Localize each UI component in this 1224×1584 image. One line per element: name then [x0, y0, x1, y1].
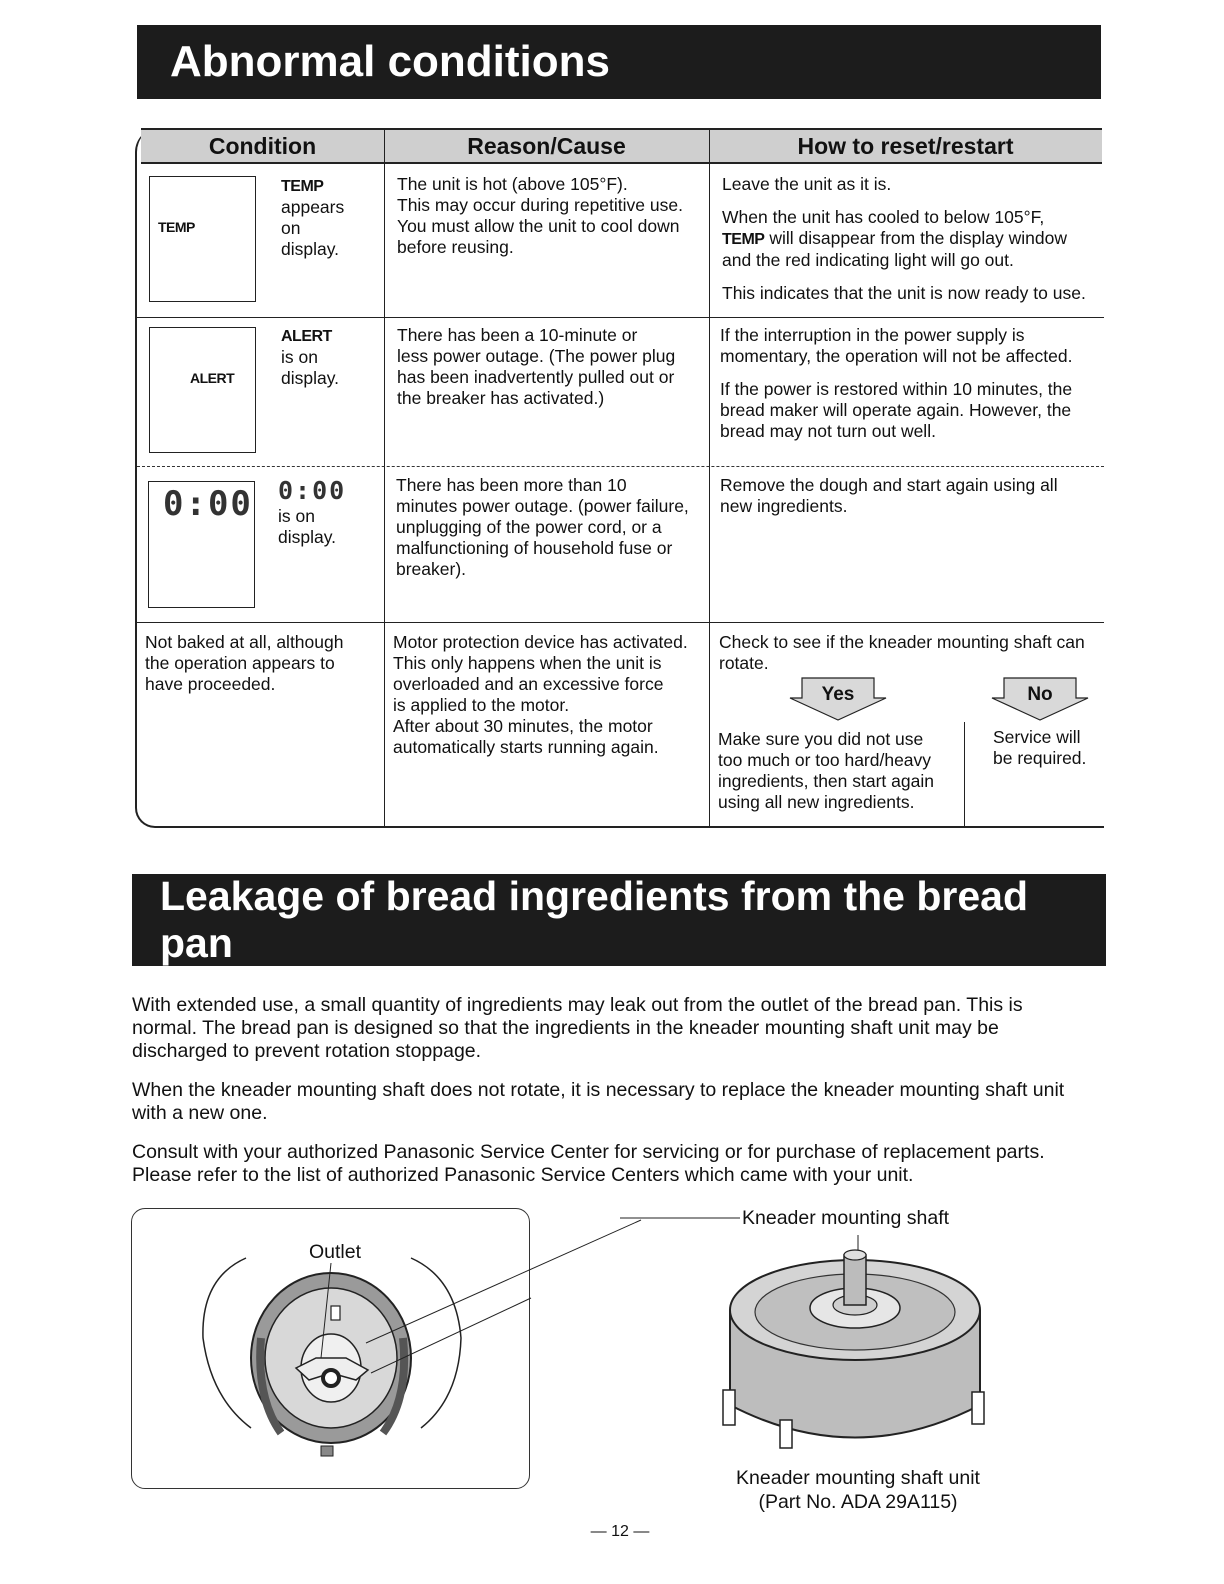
- shaft-label: Kneader mounting shaft: [742, 1207, 950, 1229]
- lcd-text: TEMP: [158, 219, 195, 235]
- reason-line: After about 30 minutes, the motor: [393, 716, 653, 736]
- reset-line: and the red indicating light will go out.: [722, 250, 1014, 270]
- no-line: Service will: [993, 727, 1081, 747]
- reset-line: bread may not turn out well.: [720, 421, 936, 441]
- reset-line: bread maker will operate again. However, the: [720, 400, 1072, 420]
- reason-line: unplugging of the power cord, or a: [396, 517, 662, 537]
- reason-line: breaker).: [396, 559, 467, 579]
- paragraph-line: Consult with your authorized Panasonic Service Center for servicing or for purchase of replacement parts.: [132, 1141, 1045, 1163]
- reset-temp: [722, 174, 1104, 304]
- kneader-shaft-unit-illustration: [620, 1210, 1020, 1470]
- reason-line: minutes power outage. (power failure,: [396, 496, 689, 516]
- reason-line: is applied to the motor.: [393, 695, 570, 715]
- reason-temp: [397, 174, 707, 258]
- reason-clock: [396, 475, 708, 580]
- section-title-abnormal-conditions: Abnormal conditions: [137, 25, 1101, 99]
- reset-line: rotate.: [719, 653, 769, 673]
- reset-intro-not-baked: [719, 632, 1104, 674]
- row-divider-dashed: [137, 466, 1104, 467]
- reason-line: overloaded and an excessive force: [393, 674, 664, 694]
- reset-line-temp: [722, 228, 1104, 250]
- lcd-text: 0:00: [163, 484, 253, 524]
- condition-alert: [281, 326, 381, 389]
- condition-line: display.: [278, 527, 337, 547]
- reason-alert: [397, 325, 707, 409]
- paragraph-line: With extended use, a small quantity of ingredients may leak out from the outlet of the bread pan. This is: [132, 994, 1023, 1016]
- reason-line: the breaker has activated.): [397, 388, 605, 408]
- unit-caption-line: Kneader mounting shaft unit: [736, 1467, 980, 1489]
- condition-line: appears: [281, 197, 345, 217]
- reset-line: new ingredients.: [720, 496, 848, 516]
- reason-line: Motor protection device has activated.: [393, 632, 688, 652]
- reason-line: before reusing.: [397, 237, 514, 257]
- condition-line: is on: [281, 347, 318, 367]
- header-condition: Condition: [141, 128, 384, 164]
- reset-clock: [720, 475, 1104, 517]
- inline-text: will disappear from the display window: [764, 228, 1067, 248]
- reason-line: This may occur during repetitive use.: [397, 195, 683, 215]
- lcd-text: ALERT: [190, 370, 235, 386]
- yes-line: too much or too hard/heavy: [718, 750, 932, 770]
- page-number: — 12 —: [590, 1523, 650, 1540]
- header-reset: How to reset/restart: [709, 128, 1102, 164]
- paragraph-line: normal. The bread pan is designed so that the ingredients in the kneader mounting shaft unit may be: [132, 1017, 999, 1039]
- yes-result: [718, 729, 962, 813]
- reason-line: There has been more than 10: [396, 475, 627, 495]
- yes-line: Make sure you did not use: [718, 729, 924, 749]
- no-line: be required.: [993, 748, 1087, 768]
- paragraph-line: When the kneader mounting shaft does not rotate, it is necessary to replace the kneader mounting shaft unit: [132, 1079, 1065, 1101]
- column-divider: [384, 128, 385, 828]
- condition-clock: [278, 476, 382, 548]
- reset-line: momentary, the operation will not be affected.: [720, 346, 1073, 366]
- reason-line: This only happens when the unit is: [393, 653, 662, 673]
- lcd-display-alert: [149, 327, 256, 453]
- no-result: [993, 727, 1103, 769]
- reset-line: When the unit has cooled to below 105°F,: [722, 207, 1045, 227]
- unit-caption-line: (Part No. ADA 29A115): [758, 1491, 958, 1513]
- reset-alert: [720, 325, 1104, 442]
- header-reason: Reason/Cause: [384, 128, 709, 164]
- condition-line: have proceeded.: [145, 674, 276, 694]
- reset-line: Remove the dough and start again using all: [720, 475, 1058, 495]
- reason-not-baked: [393, 632, 708, 758]
- reason-line: automatically starts running again.: [393, 737, 659, 757]
- yes-label: Yes: [821, 684, 855, 705]
- paragraph-1: [132, 994, 1112, 1063]
- lcd-display-clock: [148, 481, 255, 608]
- no-label: No: [1027, 684, 1053, 705]
- condition-line: Not baked at all, although: [145, 632, 344, 652]
- condition-not-baked: [145, 632, 381, 695]
- condition-line: the operation appears to: [145, 653, 335, 673]
- yes-line: using all new ingredients.: [718, 792, 915, 812]
- paragraph-3: [132, 1141, 1112, 1187]
- row-divider: [137, 317, 1104, 318]
- unit-caption: [700, 1466, 1016, 1514]
- indicator-label: 0:00: [278, 476, 347, 505]
- column-divider: [709, 128, 710, 828]
- reason-line: has been inadvertently pulled out or: [397, 367, 675, 387]
- reason-line: malfunctioning of household fuse or: [396, 538, 673, 558]
- condition-line: display.: [281, 368, 340, 388]
- condition-line: is on: [278, 506, 315, 526]
- reset-line: If the power is restored within 10 minutes, the: [720, 379, 1073, 399]
- paragraph-2: [132, 1079, 1112, 1125]
- reset-line: If the interruption in the power supply is: [720, 325, 1025, 345]
- reset-line: Leave the unit as it is.: [722, 174, 892, 194]
- paragraph-line: with a new one.: [132, 1102, 268, 1124]
- column-divider: [964, 722, 965, 828]
- condition-line: on: [281, 218, 301, 238]
- indicator-label: TEMP: [281, 178, 324, 195]
- paragraph-line: discharged to prevent rotation stoppage.: [132, 1040, 482, 1062]
- indicator-label: ALERT: [281, 328, 332, 345]
- outlet-label: Outlet: [308, 1241, 362, 1263]
- condition-temp: [281, 176, 381, 260]
- yes-line: ingredients, then start again: [718, 771, 934, 791]
- reason-line: There has been a 10-minute or: [397, 325, 638, 345]
- reason-line: You must allow the unit to cool down: [397, 216, 680, 236]
- lcd-display-temp: [149, 176, 256, 302]
- reset-line: This indicates that the unit is now ready to use.: [722, 283, 1086, 303]
- reason-line: less power outage. (The power plug: [397, 346, 676, 366]
- reset-line: Check to see if the kneader mounting shaft can: [719, 632, 1085, 652]
- condition-line: display.: [281, 239, 340, 259]
- reason-line: The unit is hot (above 105°F).: [397, 174, 628, 194]
- section-title-leakage: Leakage of bread ingredients from the bread pan: [132, 874, 1106, 966]
- row-divider: [137, 622, 1104, 623]
- inline-indicator: TEMP: [722, 231, 765, 248]
- paragraph-line: Please refer to the list of authorized Panasonic Service Centers which came with your unit.: [132, 1164, 914, 1186]
